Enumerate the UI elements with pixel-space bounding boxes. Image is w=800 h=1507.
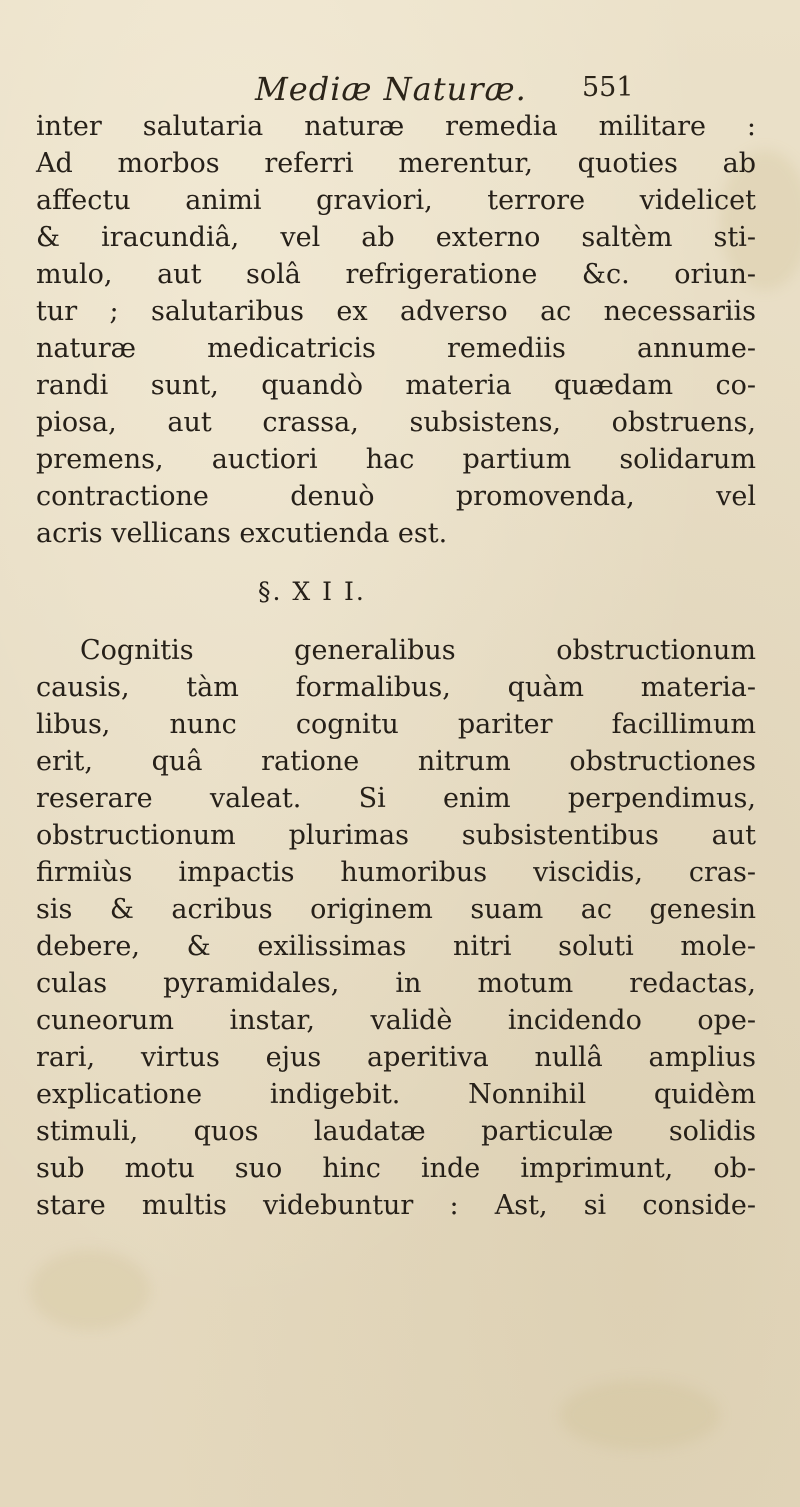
text-line: sub motu suo hinc inde imprimunt, ob- — [36, 1153, 756, 1184]
text-line: acris vellicans excutienda est. — [36, 518, 448, 549]
text-line: rari, virtus ejus aperitiva nullâ amplius — [36, 1042, 756, 1073]
page-header — [0, 70, 800, 110]
text-line: obstructionum plurimas subsistentibus aut — [36, 820, 756, 851]
section-heading: §. X I I. — [258, 577, 366, 606]
text-line: reserare valeat. Si enim perpendimus, — [36, 783, 756, 814]
page-text — [36, 108, 756, 1224]
text-line: stare multis videbuntur : Ast, si conside- — [36, 1190, 756, 1221]
running-head: Mediæ Naturæ. — [255, 70, 527, 108]
text-line: mulo, aut solâ refrigeratione &c. oriun- — [36, 259, 756, 290]
paper-stain — [560, 1380, 720, 1450]
text-line: causis, tàm formalibus, quàm materia- — [36, 672, 756, 703]
text-line: tur ; salutaribus ex adverso ac necessariis — [36, 296, 756, 327]
text-line: inter salutaria naturæ remedia militare : — [36, 111, 756, 142]
text-line: contractione denuò promovenda, vel — [36, 481, 756, 512]
text-line: naturæ medicatricis remediis annume- — [36, 333, 756, 364]
text-line: premens, auctiori hac partium solidarum — [36, 444, 756, 475]
text-line: & iracundiâ, vel ab externo saltèm sti- — [36, 222, 756, 253]
text-line: debere, & exilissimas nitri soluti mole- — [36, 931, 756, 962]
text-line: explicatione indigebit. Nonnihil quidèm — [36, 1079, 756, 1110]
text-line: Cognitis generalibus obstructionum — [80, 635, 756, 666]
text-line: Ad morbos referri merentur, quoties ab — [36, 148, 756, 179]
text-line: culas pyramidales, in motum redactas, — [36, 968, 756, 999]
page-number: 551 — [582, 72, 634, 103]
text-line: piosa, aut crassa, subsistens, obstruens, — [36, 407, 756, 438]
text-line: cuneorum instar, validè incidendo ope- — [36, 1005, 756, 1036]
text-line: stimuli, quos laudatæ particulæ solidis — [36, 1116, 756, 1147]
text-line: erit, quâ ratione nitrum obstructiones — [36, 746, 756, 777]
text-line: libus, nunc cognitu pariter facillimum — [36, 709, 756, 740]
text-line: randi sunt, quandò materia quædam co- — [36, 370, 756, 401]
text-line: firmiùs impactis humoribus viscidis, cras- — [36, 857, 756, 888]
text-line: affectu animi graviori, terrore videlicet — [36, 185, 756, 216]
paper-stain — [30, 1250, 150, 1330]
text-line: sis & acribus originem suam ac genesin — [36, 894, 756, 925]
